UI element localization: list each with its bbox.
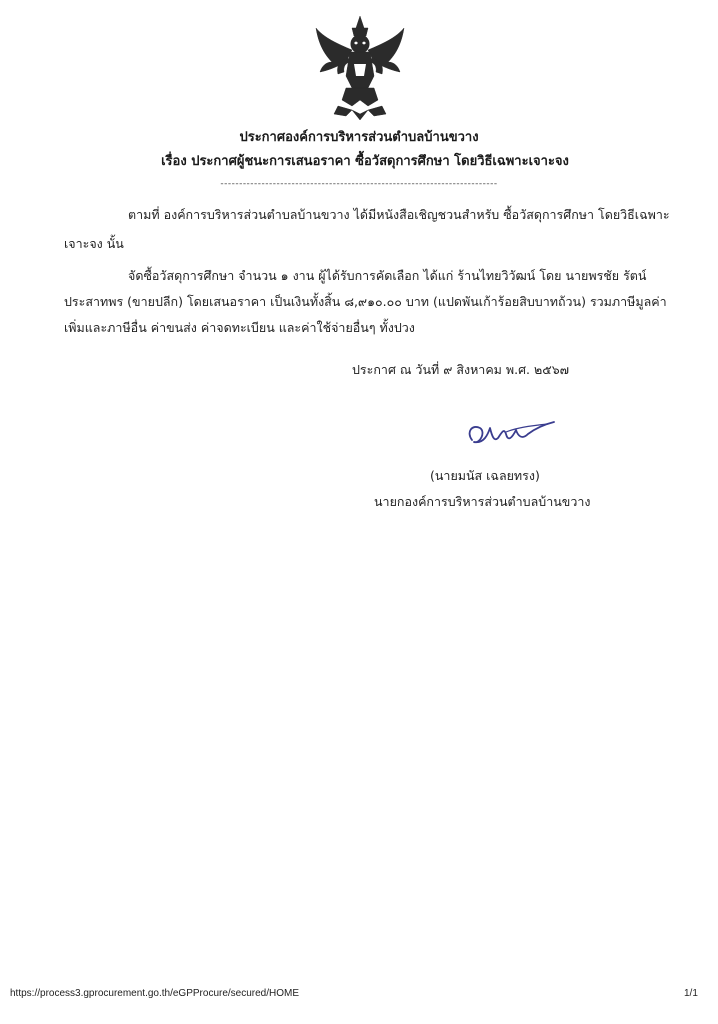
page-number: 1/1: [684, 988, 698, 999]
garuda-emblem-icon: [312, 14, 408, 120]
signer-name: (นายมนัส เฉลยทรง): [430, 468, 540, 483]
footer-url[interactable]: https://process3.gprocurement.go.th/eGPProcure/secured/HOME: [10, 988, 300, 999]
document-subject: เรื่อง ประกาศผู้ชนะการเสนอราคา ซื้อวัสดุการศึกษา โดยวิธีเฉพาะเจาะจง: [161, 154, 569, 169]
announcement-date: ประกาศ ณ วันที่ ๙ สิงหาคม พ.ศ. ๒๕๖๗: [352, 362, 570, 377]
signer-title: นายกองค์การบริหารส่วนตำบลบ้านขวาง: [374, 494, 591, 509]
paragraph-1-line-1: ตามที่ องค์การบริหารส่วนตำบลบ้านขวาง ได้มีหนังสือเชิญชวนสำหรับ ซื้อวัสดุการศึกษา โดยวิธีเฉพาะ: [128, 207, 670, 222]
signature: [462, 414, 558, 454]
document-title: ประกาศองค์การบริหารส่วนตำบลบ้านขวาง: [239, 130, 479, 145]
paragraph-2-line-1: จัดซื้อวัสดุการศึกษา จำนวน ๑ งาน ผู้ได้รับการคัดเลือก ได้แก่ ร้านไทยวิวัฒน์ โดย นายพรชัย รัตน์: [128, 268, 647, 283]
divider-line: --------------------------------------------------------------------------: [220, 179, 498, 189]
paragraph-2-line-2: ประสาทพร (ขายปลีก) โดยเสนอราคา เป็นเงินทั้งสิ้น ๘,๙๑๐.๐๐ บาท (แปดพันเก้าร้อยสิบบาทถ้วน) รวมภาษีมูลค่า: [64, 294, 667, 309]
paragraph-2-line-3: เพิ่มและภาษีอื่น ค่าขนส่ง ค่าจดทะเบียน และค่าใช้จ่ายอื่นๆ ทั้งปวง: [64, 320, 415, 335]
paragraph-1-line-2: เจาะจง นั้น: [64, 236, 124, 251]
